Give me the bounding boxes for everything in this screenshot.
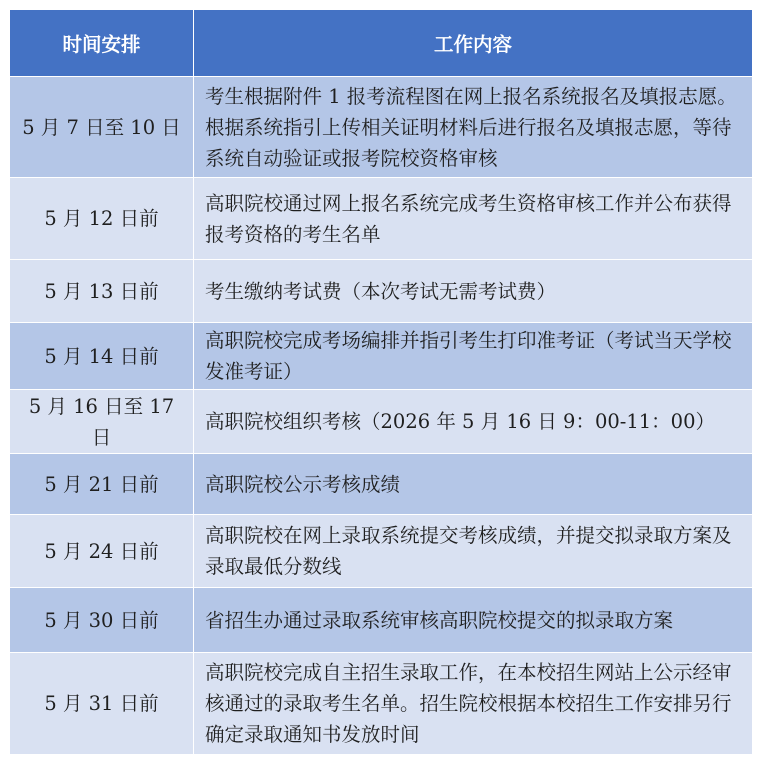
- work-cell: 考生根据附件 1 报考流程图在网上报名系统报名及填报志愿。根据系统指引上传相关证明材料后进行报名及填报志愿，等待系统自动验证或报考院校资格审核: [194, 77, 753, 178]
- time-cell: 5 月 30 日前: [10, 588, 194, 653]
- work-cell: 省招生办通过录取系统审核高职院校提交的拟录取方案: [194, 588, 753, 653]
- table-row: [10, 260, 753, 323]
- table-row: [10, 454, 753, 515]
- header-row: [10, 10, 753, 77]
- work-cell: 高职院校组织考核（2026 年 5 月 16 日 9：00-11：00）: [194, 390, 753, 454]
- time-cell: 5 月 13 日前: [10, 260, 194, 323]
- table-row: [10, 390, 753, 454]
- time-cell: 5 月 24 日前: [10, 515, 194, 588]
- work-cell: 高职院校在网上录取系统提交考核成绩，并提交拟录取方案及录取最低分数线: [194, 515, 753, 588]
- time-cell: 5 月 16 日至 17 日: [10, 390, 194, 454]
- work-cell: 高职院校通过网上报名系统完成考生资格审核工作并公布获得报考资格的考生名单: [194, 178, 753, 260]
- table-row: [10, 653, 753, 755]
- work-cell: 高职院校完成考场编排并指引考生打印准考证（考试当天学校发准考证）: [194, 323, 753, 390]
- table-row: [10, 588, 753, 653]
- table-row: [10, 515, 753, 588]
- time-cell: 5 月 14 日前: [10, 323, 194, 390]
- table-row: [10, 323, 753, 390]
- work-cell: 高职院校完成自主招生录取工作，在本校招生网站上公示经审核通过的录取考生名单。招生院校根据本校招生工作安排另行确定录取通知书发放时间: [194, 653, 753, 755]
- time-cell: 5 月 31 日前: [10, 653, 194, 755]
- time-cell: 5 月 21 日前: [10, 454, 194, 515]
- time-cell: 5 月 7 日至 10 日: [10, 77, 194, 178]
- header-time: 时间安排: [10, 10, 194, 77]
- work-cell: 高职院校公示考核成绩: [194, 454, 753, 515]
- table-row: [10, 77, 753, 178]
- table-row: [10, 178, 753, 260]
- schedule-table: [9, 9, 753, 755]
- time-cell: 5 月 12 日前: [10, 178, 194, 260]
- header-work: 工作内容: [194, 10, 753, 77]
- work-cell: 考生缴纳考试费（本次考试无需考试费）: [194, 260, 753, 323]
